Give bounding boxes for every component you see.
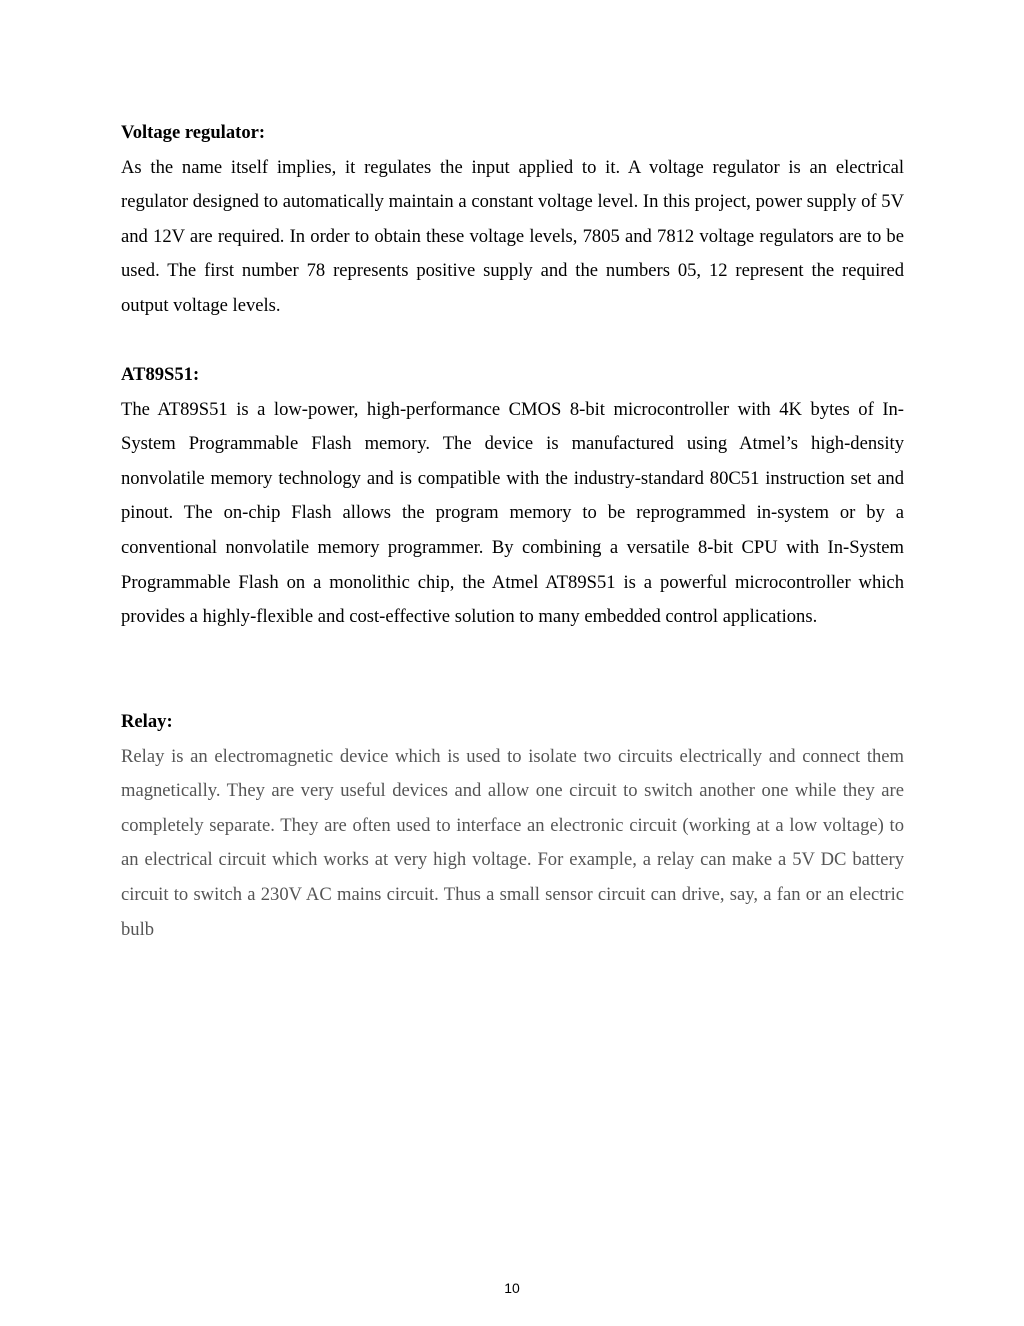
section-heading: Voltage regulator: [121, 122, 266, 143]
section-paragraph: The AT89S51 is a low-power, high-performance CMOS 8-bit microcontroller with 4K bytes of In-System Programmable Flash memory. The device is manufactured using Atmel’s high-density nonvolatile memory technology and is compatible with the industry-standard 80C51 instruction set and pinout. The on-chip Flash allows the program memory to be reprogrammed in-system or by a conventional nonvolatile memory programmer. By combining a versatile 8-bit CPU with In-System Programmable Flash on a monolithic chip, the Atmel AT89S51 is a powerful microcontroller which provides a highly-flexible and cost-effective solution to many embedded control applications. [121, 398, 904, 628]
relay-section [121, 705, 904, 947]
voltage-regulator-section [121, 116, 904, 324]
section-heading: AT89S51: [121, 364, 200, 385]
page-number: 10 [504, 1280, 520, 1296]
section-heading: Relay: [121, 711, 173, 732]
section-paragraph: Relay is an electromagnetic device which is used to isolate two circuits electrically and connect them magnetically. They are very useful devices and allow one circuit to switch another one while they are completely separate. They are often used to interface an electronic circuit (working at a low voltage) to an electrical circuit which works at very high voltage. For example, a relay can make a 5V DC battery circuit to switch a 230V AC mains circuit. Thus a small sensor circuit can drive, say, a fan or an electric bulb [121, 745, 904, 940]
section-paragraph: As the name itself implies, it regulates the input applied to it. A voltage regulator is an electrical regulator designed to automatically maintain a constant voltage level. In this project, power supply of 5V and 12V are required. In order to obtain these voltage levels, 7805 and 7812 voltage regulators are to be used. The first number 78 represents positive supply and the numbers 05, 12 represent the required output voltage levels. [121, 156, 904, 316]
at89s51-section [121, 358, 904, 635]
